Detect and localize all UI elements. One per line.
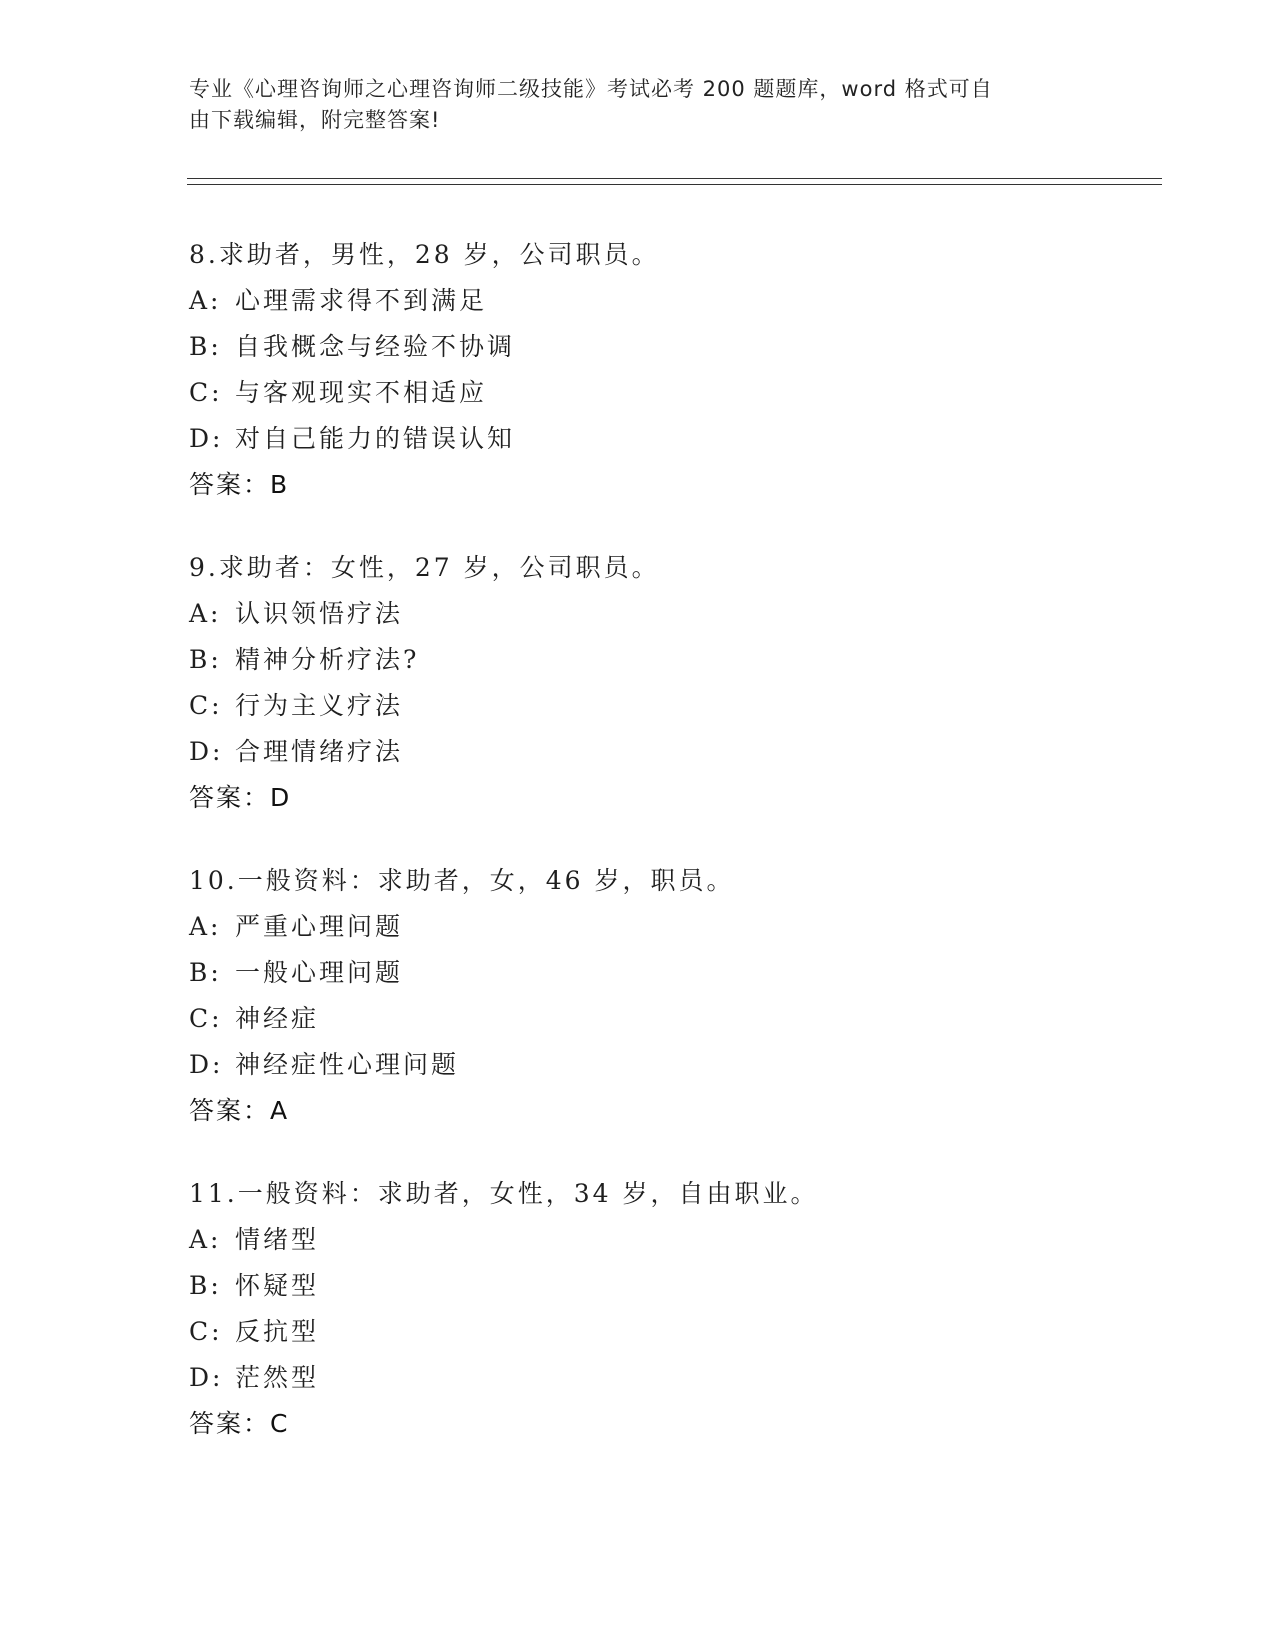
option-c [189, 1309, 1139, 1355]
option-b [189, 950, 1139, 996]
option-text: 一般心理问题 [235, 958, 404, 987]
header-divider-top [187, 178, 1162, 179]
option-text: 认识领悟疗法 [235, 599, 404, 628]
question-item [189, 545, 1139, 821]
option-letter: C: [189, 1317, 223, 1346]
option-c [189, 683, 1139, 729]
option-text: 对自己能力的错误认知 [235, 424, 516, 453]
question-stem: 11.一般资料：求助者，女性，34 岁，自由职业。 [189, 1179, 819, 1208]
option-d [189, 1355, 1139, 1401]
option-letter: A: [189, 599, 222, 628]
option-b [189, 1263, 1139, 1309]
question-stem: 9.求助者：女性，27 岁，公司职员。 [189, 553, 660, 582]
option-text: 茫然型 [235, 1363, 320, 1392]
option-text: 神经症 [235, 1004, 320, 1033]
question-stem: 10.一般资料：求助者，女，46 岁，职员。 [189, 866, 735, 895]
option-text: 怀疑型 [235, 1271, 320, 1300]
option-letter: D: [189, 737, 224, 766]
option-text: 情绪型 [235, 1225, 320, 1254]
option-letter: A: [189, 1225, 222, 1254]
option-letter: D: [189, 1363, 224, 1392]
option-letter: B: [189, 332, 222, 361]
question-item [189, 1171, 1139, 1447]
option-c [189, 996, 1139, 1042]
answer-line: 答案：A [189, 1096, 290, 1125]
option-b [189, 637, 1139, 683]
option-letter: C: [189, 378, 223, 407]
intro-text-line-2: 由下载编辑，附完整答案! [189, 108, 441, 132]
option-letter: B: [189, 958, 222, 987]
option-d [189, 416, 1139, 462]
option-text: 精神分析疗法? [235, 645, 420, 674]
question-list [189, 232, 1139, 1484]
answer-line: 答案：C [189, 1409, 290, 1438]
option-letter: D: [189, 1050, 224, 1079]
option-letter: B: [189, 1271, 222, 1300]
option-text: 反抗型 [235, 1317, 320, 1346]
option-d [189, 729, 1139, 775]
option-text: 心理需求得不到满足 [235, 286, 488, 315]
option-letter: C: [189, 1004, 223, 1033]
option-text: 合理情绪疗法 [235, 737, 404, 766]
option-b [189, 324, 1139, 370]
option-letter: B: [189, 645, 222, 674]
option-text: 与客观现实不相适应 [235, 378, 488, 407]
option-a [189, 591, 1139, 637]
option-letter: C: [189, 691, 223, 720]
option-a [189, 1217, 1139, 1263]
option-a [189, 278, 1139, 324]
option-text: 神经症性心理问题 [235, 1050, 460, 1079]
option-a [189, 904, 1139, 950]
option-letter: A: [189, 286, 222, 315]
option-letter: A: [189, 912, 222, 941]
answer-line: 答案：D [189, 783, 292, 812]
question-item [189, 858, 1139, 1134]
answer-line: 答案：B [189, 470, 290, 499]
intro-text-line-1: 专业《心理咨询师之心理咨询师二级技能》考试必考 200 题题库，word 格式可自 [189, 77, 993, 101]
option-letter: D: [189, 424, 224, 453]
question-stem: 8.求助者，男性，28 岁，公司职员。 [189, 240, 660, 269]
option-text: 自我概念与经验不协调 [235, 332, 516, 361]
option-text: 严重心理问题 [235, 912, 404, 941]
option-c [189, 370, 1139, 416]
question-item [189, 232, 1139, 508]
option-text: 行为主义疗法 [235, 691, 404, 720]
header-divider-bottom [187, 184, 1162, 185]
option-d [189, 1042, 1139, 1088]
document-header [189, 74, 1089, 136]
